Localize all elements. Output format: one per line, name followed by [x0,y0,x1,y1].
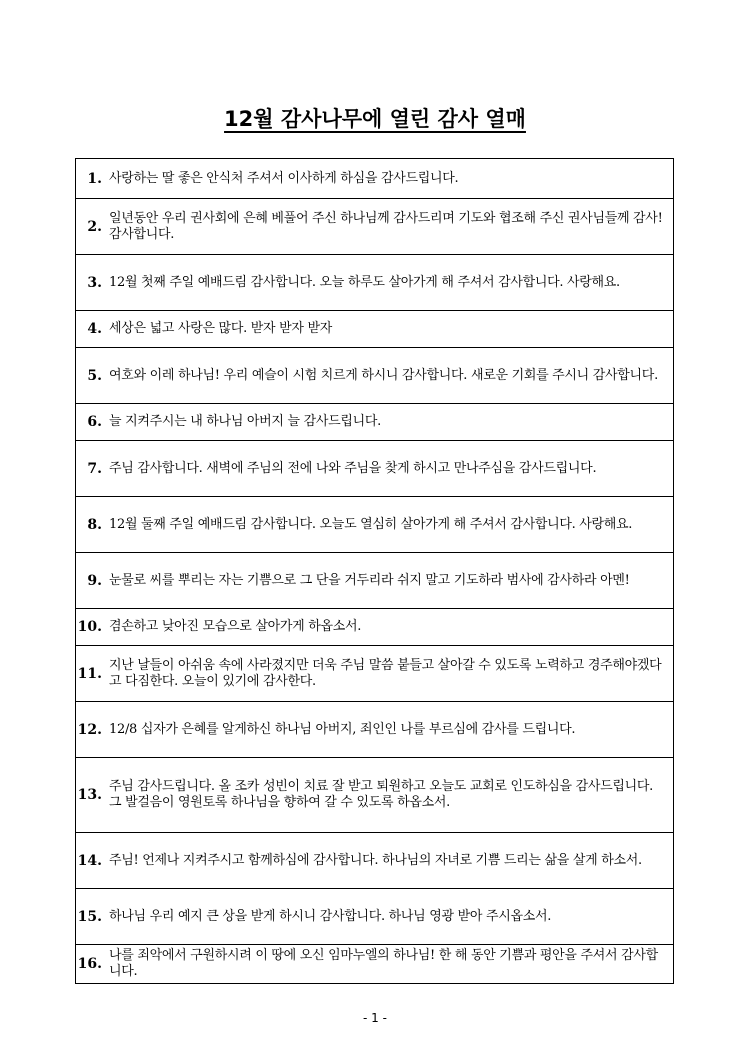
list-item [76,347,673,403]
list-item [76,888,673,944]
item-text: 주님! 언제나 지켜주시고 함께하심에 감사합니다. 하나님의 자녀로 기쁨 드리는 삶을 살게 하소서. [109,852,642,868]
list-item [76,701,673,757]
item-text: 여호와 이레 하나님! 우리 예슬이 시험 치르게 하시니 감사합니다. 새로운 기회를 주시니 감사합니다. [109,367,658,383]
list-item [76,496,673,552]
item-number: 11. [77,665,102,682]
item-number: 15. [77,908,102,925]
list-item [76,440,673,496]
item-number: 10. [77,619,102,635]
item-text: 사랑하는 딸 좋은 안식처 주셔서 이사하게 하심을 감사드립니다. [109,170,459,186]
page-title: 12월 감사나무에 열린 감사 열매 [224,107,526,131]
item-text: 세상은 넓고 사랑은 많다. 받자 받자 받자 [109,321,332,336]
list-item [76,552,673,608]
item-text: 하나님 우리 예지 큰 상을 받게 하시니 감사합니다. 하나님 영광 받아 주시옵소서. [109,908,552,924]
item-text: 눈물로 씨를 뿌리는 자는 기쁨으로 그 단을 거두리라 쉬지 말고 기도하라 범사에 감사하라 아멘! [109,572,630,588]
list-item [76,645,673,701]
list-item [76,944,673,983]
item-number: 13. [77,787,102,803]
list-item [76,254,673,310]
list-item [76,403,673,440]
list-item [76,198,673,254]
list-item [76,832,673,888]
item-number: 3. [87,274,102,291]
item-number: 12. [77,721,102,738]
item-text: 지난 날들이 아쉬움 속에 사라졌지만 더욱 주님 말씀 붙들고 살아갈 수 있도록 노력하고 경주해야겠다고 다짐한다. 오늘이 있기에 감사한다. [109,657,662,689]
item-text: 겸손하고 낮아진 모습으로 살아가게 하옵소서. [109,619,362,634]
list-item [76,159,673,198]
item-text: 주님 감사드립니다. 올 조카 성빈이 치료 잘 받고 퇴원하고 오늘도 교회로 인도하심을 감사드립니다. 그 발걸음이 영원토록 하나님을 향하여 갈 수 있도록 하옵소서. [109,779,653,810]
item-text: 나를 죄악에서 구원하시려 이 땅에 오신 임마누엘의 하나님! 한 해 동안 기쁨과 평안을 주셔서 감사합니다. [109,948,658,979]
item-number: 5. [87,367,102,384]
list-item [76,757,673,832]
item-number: 8. [87,516,102,533]
item-number: 7. [87,460,102,477]
item-number: 9. [87,572,102,589]
item-number: 14. [77,852,102,869]
list-item [76,608,673,645]
list-item [76,310,673,347]
item-number: 6. [87,414,102,430]
gratitude-list [75,158,674,984]
item-number: 1. [87,170,102,187]
page-number: - 1 - [363,1011,387,1025]
item-text: 12월 둘째 주일 예배드림 감사합니다. 오늘도 열심히 살아가게 해 주셔서 감사합니다. 사랑해요. [109,516,633,532]
item-text: 주님 감사합니다. 새벽에 주님의 전에 나와 주님을 찾게 하시고 만나주심을 감사드립니다. [109,460,597,476]
item-text: 일년동안 우리 권사회에 은혜 베풀어 주신 하나님께 감사드리며 기도와 협조해 주신 권사님들께 감사! 감사합니다. [109,210,663,242]
item-text: 늘 지켜주시는 내 하나님 아버지 늘 감사드립니다. [109,414,381,429]
item-number: 16. [77,956,102,972]
item-text: 12월 첫째 주일 예배드림 감사합니다. 오늘 하루도 살아가게 해 주셔서 감사합니다. 사랑해요. [109,274,620,290]
item-number: 2. [87,218,102,235]
item-number: 4. [87,321,102,337]
item-text: 12/8 십자가 은혜를 알게하신 하나님 아버지, 죄인인 나를 부르심에 감사를 드립니다. [109,721,576,737]
